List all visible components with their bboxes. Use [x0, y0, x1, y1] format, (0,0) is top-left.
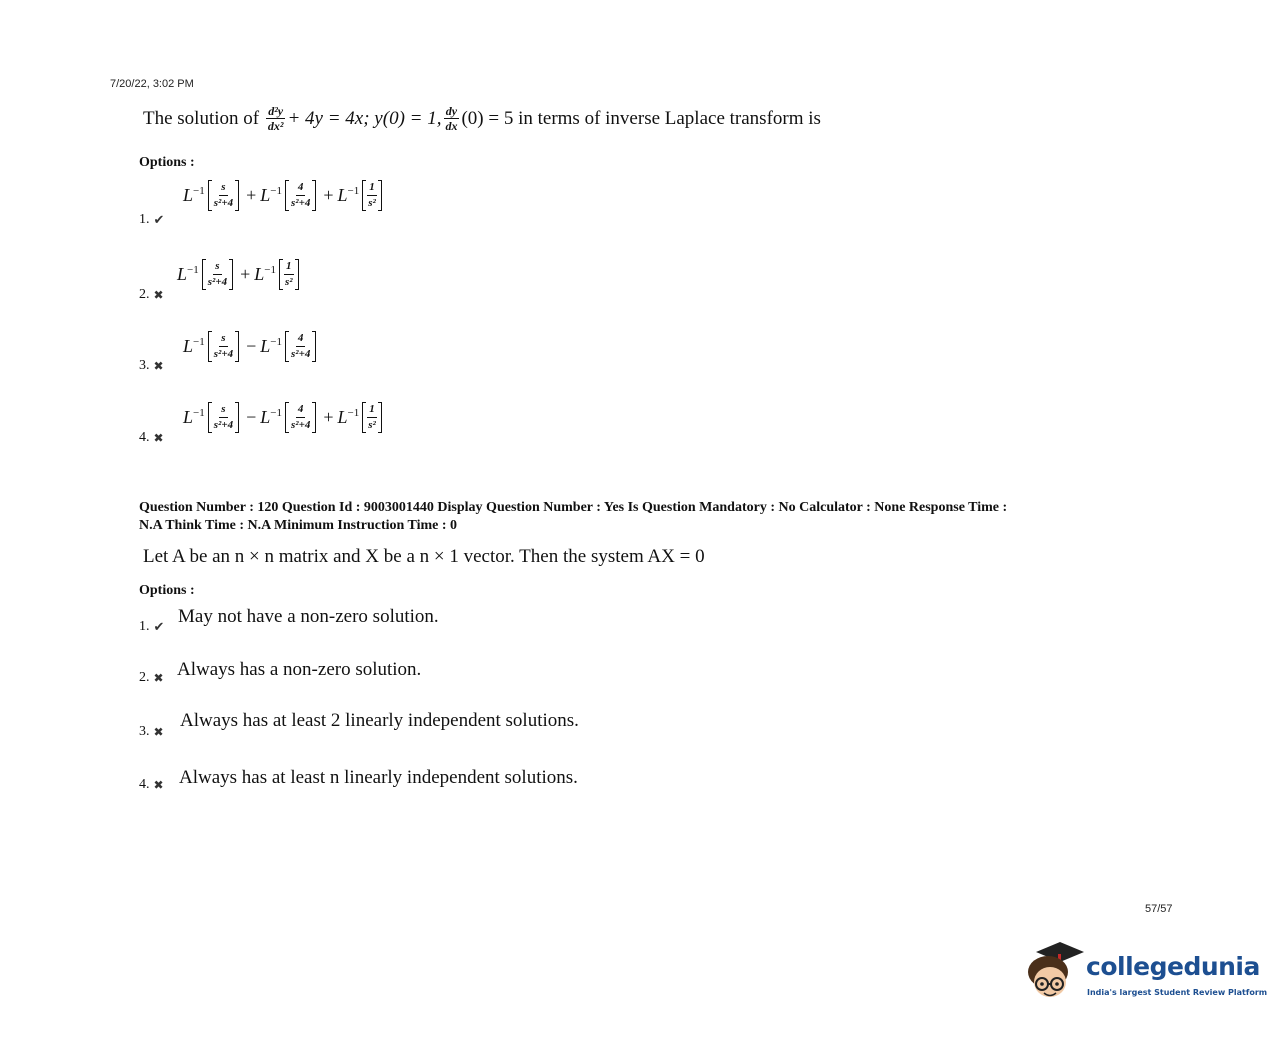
question-1-text [143, 104, 821, 133]
q2-option-1-text: May not have a non-zero solution. [178, 606, 439, 627]
correct-check-icon: ✔ [153, 212, 165, 227]
q1-option-4-number: 4. ✖ [139, 430, 164, 445]
q2-option-4-text: Always has at least n linearly independent solutions. [179, 767, 578, 788]
q2-option-1-number: 1. ✔ [139, 619, 165, 634]
wrong-cross-icon: ✖ [153, 724, 164, 739]
page-number: 57/57 [1145, 903, 1173, 915]
question-1-options-label: Options : [139, 155, 195, 170]
question-2-options-label: Options : [139, 583, 195, 598]
wrong-cross-icon: ✖ [153, 430, 164, 445]
q2-option-3-text: Always has at least 2 linearly independent solutions. [180, 710, 579, 731]
wrong-cross-icon: ✖ [153, 670, 164, 685]
question-1-prefix: The solution of [143, 107, 260, 129]
q2-option-3-number: 3. ✖ [139, 724, 164, 739]
q1-option-4-expression: $L^{-1}$ $\frac{s}{\text{s²+4}}$ − $L^{-1}$ $\frac{4}{\text{s²+4}}$ + $L^{-1}$ $\frac{1}{\text{s²}}$ [183, 402, 385, 433]
wrong-cross-icon: ✖ [153, 287, 164, 302]
q1-option-3-number: 3. ✖ [139, 358, 164, 373]
question-1-suffix: (0) = 5 in terms of inverse Laplace transform is [461, 107, 821, 129]
brand-tagline: India's largest Student Review Platform [1087, 988, 1268, 997]
question-1-middle: + 4y = 4x; y(0) = 1, [287, 107, 442, 129]
q1-option-2-expression: $L^{-1}$ $\frac{s}{\text{s²+4}}$ + $L^{-1}$ $\frac{1}{\text{s²}}$ [177, 259, 302, 290]
question-2-text: Let A be an n × n matrix and X be a n × 1 vector. Then the system AX = 0 [143, 546, 705, 567]
wrong-cross-icon: ✖ [153, 358, 164, 373]
print-timestamp: 7/20/22, 3:02 PM [110, 78, 194, 90]
q1-option-2-number: 2. ✖ [139, 287, 164, 302]
first-derivative-fraction: $\frac{dy}{dx}$ [445, 104, 458, 133]
brand-wordmark: collegedunia [1086, 952, 1260, 981]
q1-option-1-expression: $L^{-1}$ $\frac{s}{\text{s²+4}}$ + $L^{-1}$ $\frac{4}{\text{s²+4}}$ + $L^{-1}$ $\frac{1}{\text{s²}}$ [183, 180, 385, 211]
q2-option-4-number: 4. ✖ [139, 777, 164, 792]
q2-option-2-number: 2. ✖ [139, 670, 164, 685]
correct-check-icon: ✔ [153, 619, 165, 634]
q1-option-1-number: 1. ✔ [139, 212, 165, 227]
q2-option-2-text: Always has a non-zero solution. [177, 659, 422, 680]
wrong-cross-icon: ✖ [153, 777, 164, 792]
q1-option-3-expression: $L^{-1}$ $\frac{s}{\text{s²+4}}$ − $L^{-1}$ $\frac{4}{\text{s²+4}}$ [183, 331, 319, 362]
mascot-logo-icon [1024, 938, 1086, 1010]
question-2-metadata: Question Number : 120 Question Id : 9003001440 Display Question Number : Yes Is Question Mandatory : No Calculator : None Response Time : N.A Think Time : N.A Minimum Instruction Time : 0 [139, 500, 1008, 533]
second-derivative-fraction: $\frac{\text{d²y}}{\text{dx²}}$ [267, 104, 284, 133]
